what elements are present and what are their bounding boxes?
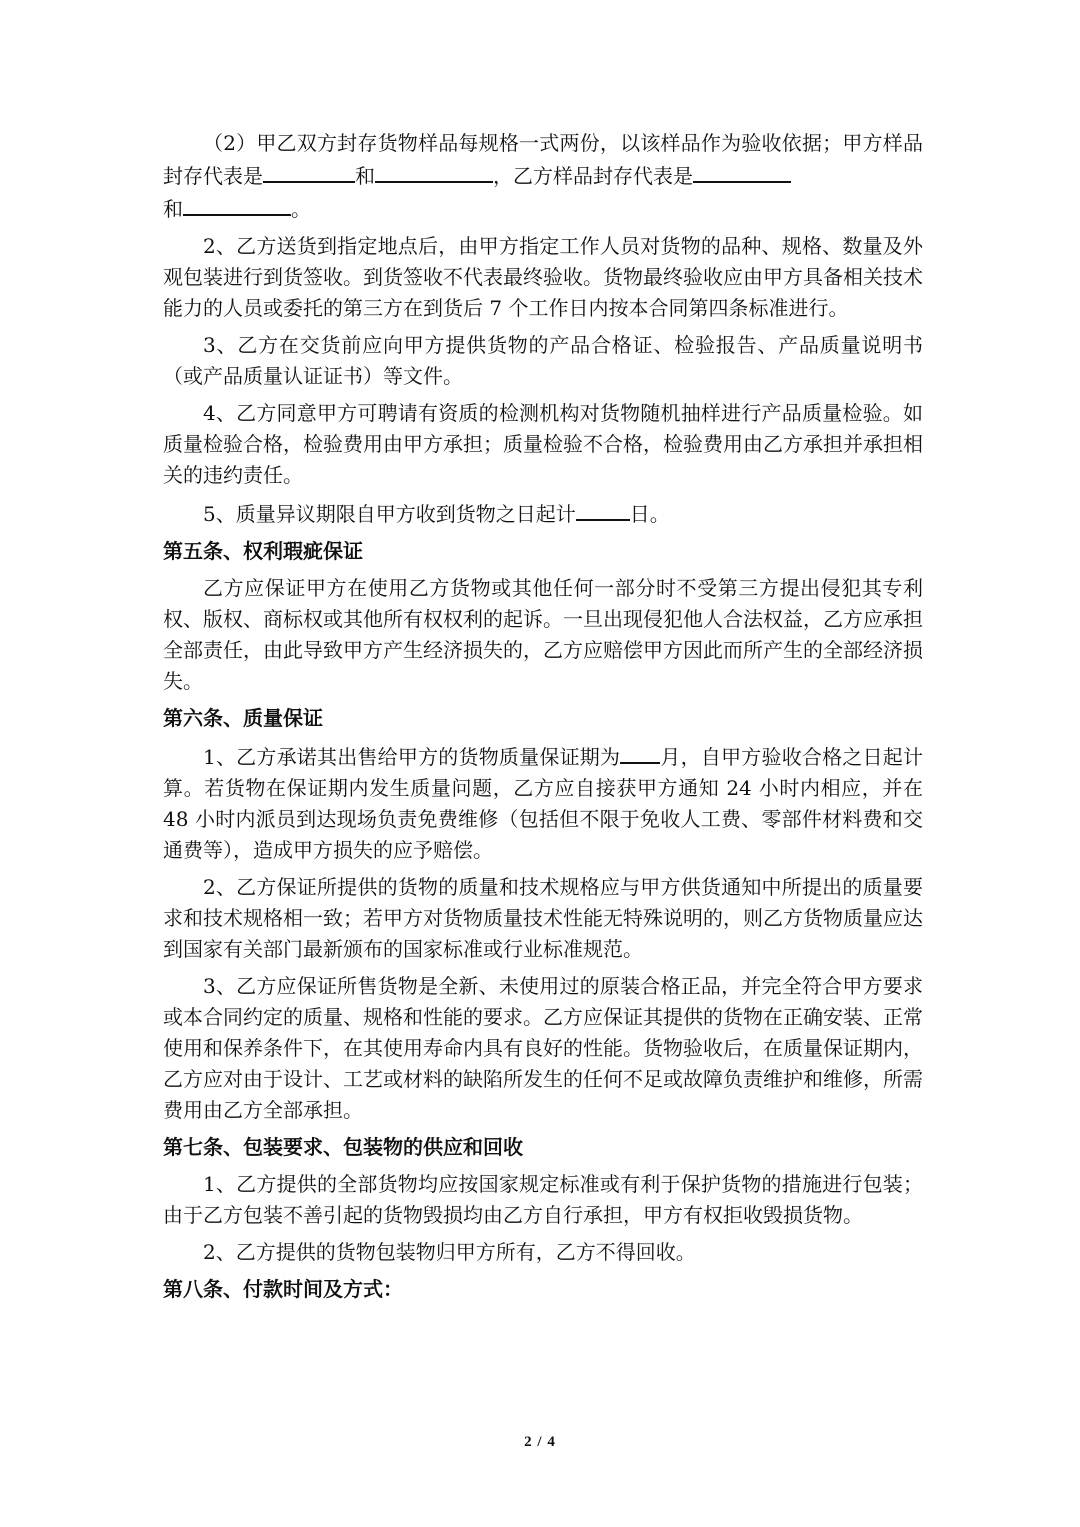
clause4-item4: 4、乙方同意甲方可聘请有资质的检测机构对货物随机抽样进行产品质量检验。如质量检验合格，检验费用由甲方承担；质量检验不合格，检验费用由乙方承担并承担相关的违约责任。 (163, 401, 923, 487)
clause4-item1-2 (163, 128, 923, 225)
clause4-p2-mid: ，乙方样品封存代表是 (493, 164, 693, 188)
blank-field (620, 740, 660, 764)
clause4-item5 (163, 497, 923, 530)
clause4-p2-and2: 和 (163, 197, 183, 221)
blank-field (693, 159, 791, 183)
clause5-heading: 第五条、权利瑕疵保证 (163, 539, 363, 563)
blank-field (263, 159, 355, 183)
clause7-heading: 第七条、包装要求、包装物的供应和回收 (163, 1135, 523, 1159)
clause7-item2: 2、乙方提供的货物包装物归甲方所有，乙方不得回收。 (203, 1240, 696, 1264)
clause6-item1-prefix: 1、乙方承诺其出售给甲方的货物质量保证期为 (203, 745, 621, 769)
clause4-item5-suffix: 日。 (629, 502, 670, 526)
clause4-item3: 3、乙方在交货前应向甲方提供货物的产品合格证、检验报告、产品质量说明书（或产品质量认证证书）等文件。 (163, 333, 923, 388)
clause6-item1-suffix: 月，自甲方验收合格之日起计算。若货物在保证期内发生质量问题，乙方应自接获甲方通知 24 小时内相应，并在 48 小时内派员到达现场负责免费维修（包括但不限于免收人工费、零部件材料费和交通费等），造成甲方损失的应予赔偿。 (163, 745, 923, 862)
clause4-item2: 2、乙方送货到指定地点后，由甲方指定工作人员对货物的品种、规格、数量及外观包装进行到货签收。到货签收不代表最终验收。货物最终验收应由甲方具备相关技术能力的人员或委托的第三方在到货后 7 个工作日内按本合同第四条标准进行。 (163, 234, 923, 320)
blank-field (183, 192, 291, 216)
clause6-item3: 3、乙方应保证所售货物是全新、未使用过的原装合格正品，并完全符合甲方要求或本合同约定的质量、规格和性能的要求。乙方应保证其提供的货物在正确安装、正常使用和保养条件下，在其使用寿命内具有良好的性能。货物验收后，在质量保证期内，乙方应对由于设计、工艺或材料的缺陷所发生的任何不足或故障负责维护和维修，所需费用由乙方全部承担。 (163, 974, 923, 1122)
clause6-heading: 第六条、质量保证 (163, 706, 323, 730)
clause6-item2: 2、乙方保证所提供的货物的质量和技术规格应与甲方供货通知中所提出的质量要求和技术规格相一致；若甲方对货物质量技术性能无特殊说明的，则乙方货物质量应达到国家有关部门最新颁布的国家标准或行业标准规范。 (163, 875, 923, 961)
clause8-heading: 第八条、付款时间及方式： (163, 1277, 403, 1301)
clause5-body: 乙方应保证甲方在使用乙方货物或其他任何一部分时不受第三方提出侵犯其专利权、版权、商标权或其他所有权权利的起诉。一旦出现侵犯他人合法权益，乙方应承担全部责任，由此导致甲方产生经济损失的，乙方应赔偿甲方因此而所产生的全部经济损失。 (163, 576, 923, 693)
clause7-item1: 1、乙方提供的全部货物均应按国家规定标准或有利于保护货物的措施进行包装；由于乙方包装不善引起的货物毁损均由乙方自行承担，甲方有权拒收毁损货物。 (163, 1172, 923, 1227)
blank-field (576, 497, 630, 521)
document-body (163, 128, 923, 1311)
clause4-item5-prefix: 5、质量异议期限自甲方收到货物之日起计 (203, 502, 576, 526)
blank-field (375, 159, 493, 183)
page-number: 2 / 4 (524, 1434, 556, 1450)
clause4-p2-and1: 和 (355, 164, 375, 188)
clause6-item1 (163, 740, 923, 866)
clause4-p2-prefix: （2）甲乙双方封存货物样品每规格一式两份，以该样品作为验收依据；甲方样品封存代表是 (163, 131, 923, 188)
clause4-p2-end: 。 (291, 197, 311, 221)
